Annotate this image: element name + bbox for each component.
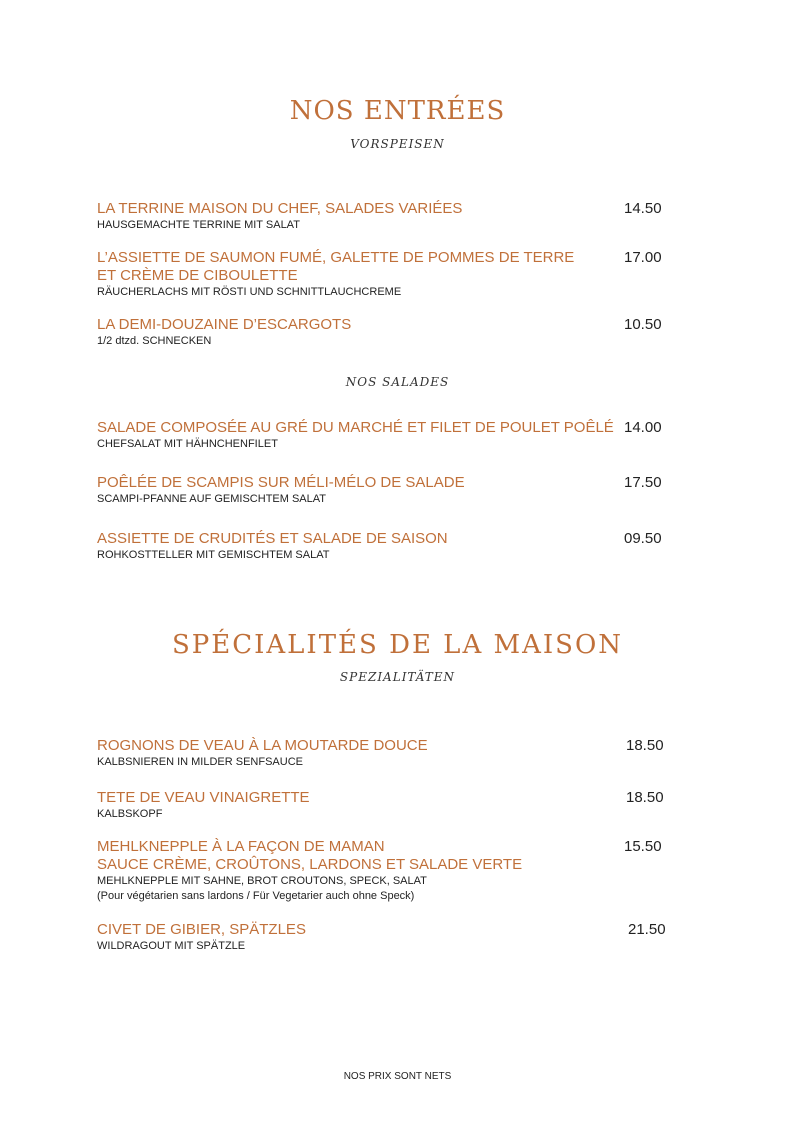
item-price: 18.50 (626, 737, 664, 754)
item-name-fr-line2: ET CRÈME DE CIBOULETTE (97, 267, 298, 284)
menu-item (97, 838, 597, 904)
item-price: 10.50 (624, 316, 662, 333)
item-name-fr: TETE DE VEAU VINAIGRETTE (97, 789, 310, 806)
item-name-fr: POÊLÉE DE SCAMPIS SUR MÉLI-MÉLO DE SALADE (97, 474, 465, 491)
item-price: 14.00 (624, 419, 662, 436)
item-name-de: HAUSGEMACHTE TERRINE MIT SALAT (97, 219, 300, 231)
item-name-fr: ASSIETTE DE CRUDITÉS ET SALADE DE SAISON (97, 530, 448, 547)
menu-item (97, 530, 597, 563)
item-name-fr: LA DEMI-DOUZAINE D’ESCARGOTS (97, 316, 352, 333)
item-name-de: MEHLKNEPPLE MIT SAHNE, BROT CROUTONS, SPECK, SALAT (97, 875, 427, 887)
section-subtitle-vorspeisen: VORSPEISEN (350, 137, 445, 151)
item-name-de: KALBSKOPF (97, 808, 163, 820)
item-name-fr: ROGNONS DE VEAU À LA MOUTARDE DOUCE (97, 737, 428, 754)
item-name-de: WILDRAGOUT MIT SPÄTZLE (97, 940, 246, 952)
section-title-entrees: NOS ENTRÉES (289, 96, 506, 126)
section-subtitle-salades: NOS SALADES (345, 375, 450, 389)
menu-item (97, 249, 597, 300)
item-price: 17.50 (624, 474, 662, 491)
item-name-de: RÄUCHERLACHS MIT RÖSTI UND SCHNITTLAUCHCREME (97, 286, 402, 298)
item-price: 14.50 (624, 200, 662, 217)
item-name-de: SCAMPI-PFANNE AUF GEMISCHTEM SALAT (97, 493, 326, 505)
item-name-fr: L’ASSIETTE DE SAUMON FUMÉ, GALETTE DE POMMES DE TERRE (97, 249, 575, 266)
menu-item (97, 921, 597, 954)
menu-item (97, 789, 597, 822)
footer-note: NOS PRIX SONT NETS (343, 1071, 452, 1082)
menu-item (97, 474, 597, 507)
item-name-de: ROHKOSTTELLER MIT GEMISCHTEM SALAT (97, 549, 330, 561)
menu-item (97, 200, 597, 233)
item-name-fr: LA TERRINE MAISON DU CHEF, SALADES VARIÉES (97, 200, 463, 217)
item-name-de: CHEFSALAT MIT HÄHNCHENFILET (97, 438, 278, 450)
item-name-de: 1/2 dtzd. SCHNECKEN (97, 335, 212, 347)
item-price: 15.50 (624, 838, 662, 855)
item-name-fr: SALADE COMPOSÉE AU GRÉ DU MARCHÉ ET FILET DE POULET POÊLÉ (97, 419, 614, 436)
section-title-specialites: SPÉCIALITÉS DE LA MAISON (171, 630, 624, 660)
item-price: 18.50 (626, 789, 664, 806)
menu-item (97, 419, 617, 452)
item-note-vegetarian: (Pour végétarien sans lardons / Für Vegetarier auch ohne Speck) (97, 890, 415, 902)
menu-item (97, 316, 597, 349)
item-price: 17.00 (624, 249, 662, 266)
item-name-fr: MEHLKNEPPLE À LA FAÇON DE MAMAN (97, 838, 385, 855)
item-name-fr-line2: SAUCE CRÈME, CROÛTONS, LARDONS ET SALADE VERTE (97, 856, 523, 873)
item-price: 09.50 (624, 530, 662, 547)
item-name-fr: CIVET DE GIBIER, SPÄTZLES (97, 921, 306, 938)
item-price: 21.50 (628, 921, 666, 938)
section-subtitle-spezialitaeten: SPEZIALITÄTEN (339, 670, 456, 684)
menu-item (97, 737, 597, 770)
item-name-de: KALBSNIEREN IN MILDER SENFSAUCE (97, 756, 303, 768)
